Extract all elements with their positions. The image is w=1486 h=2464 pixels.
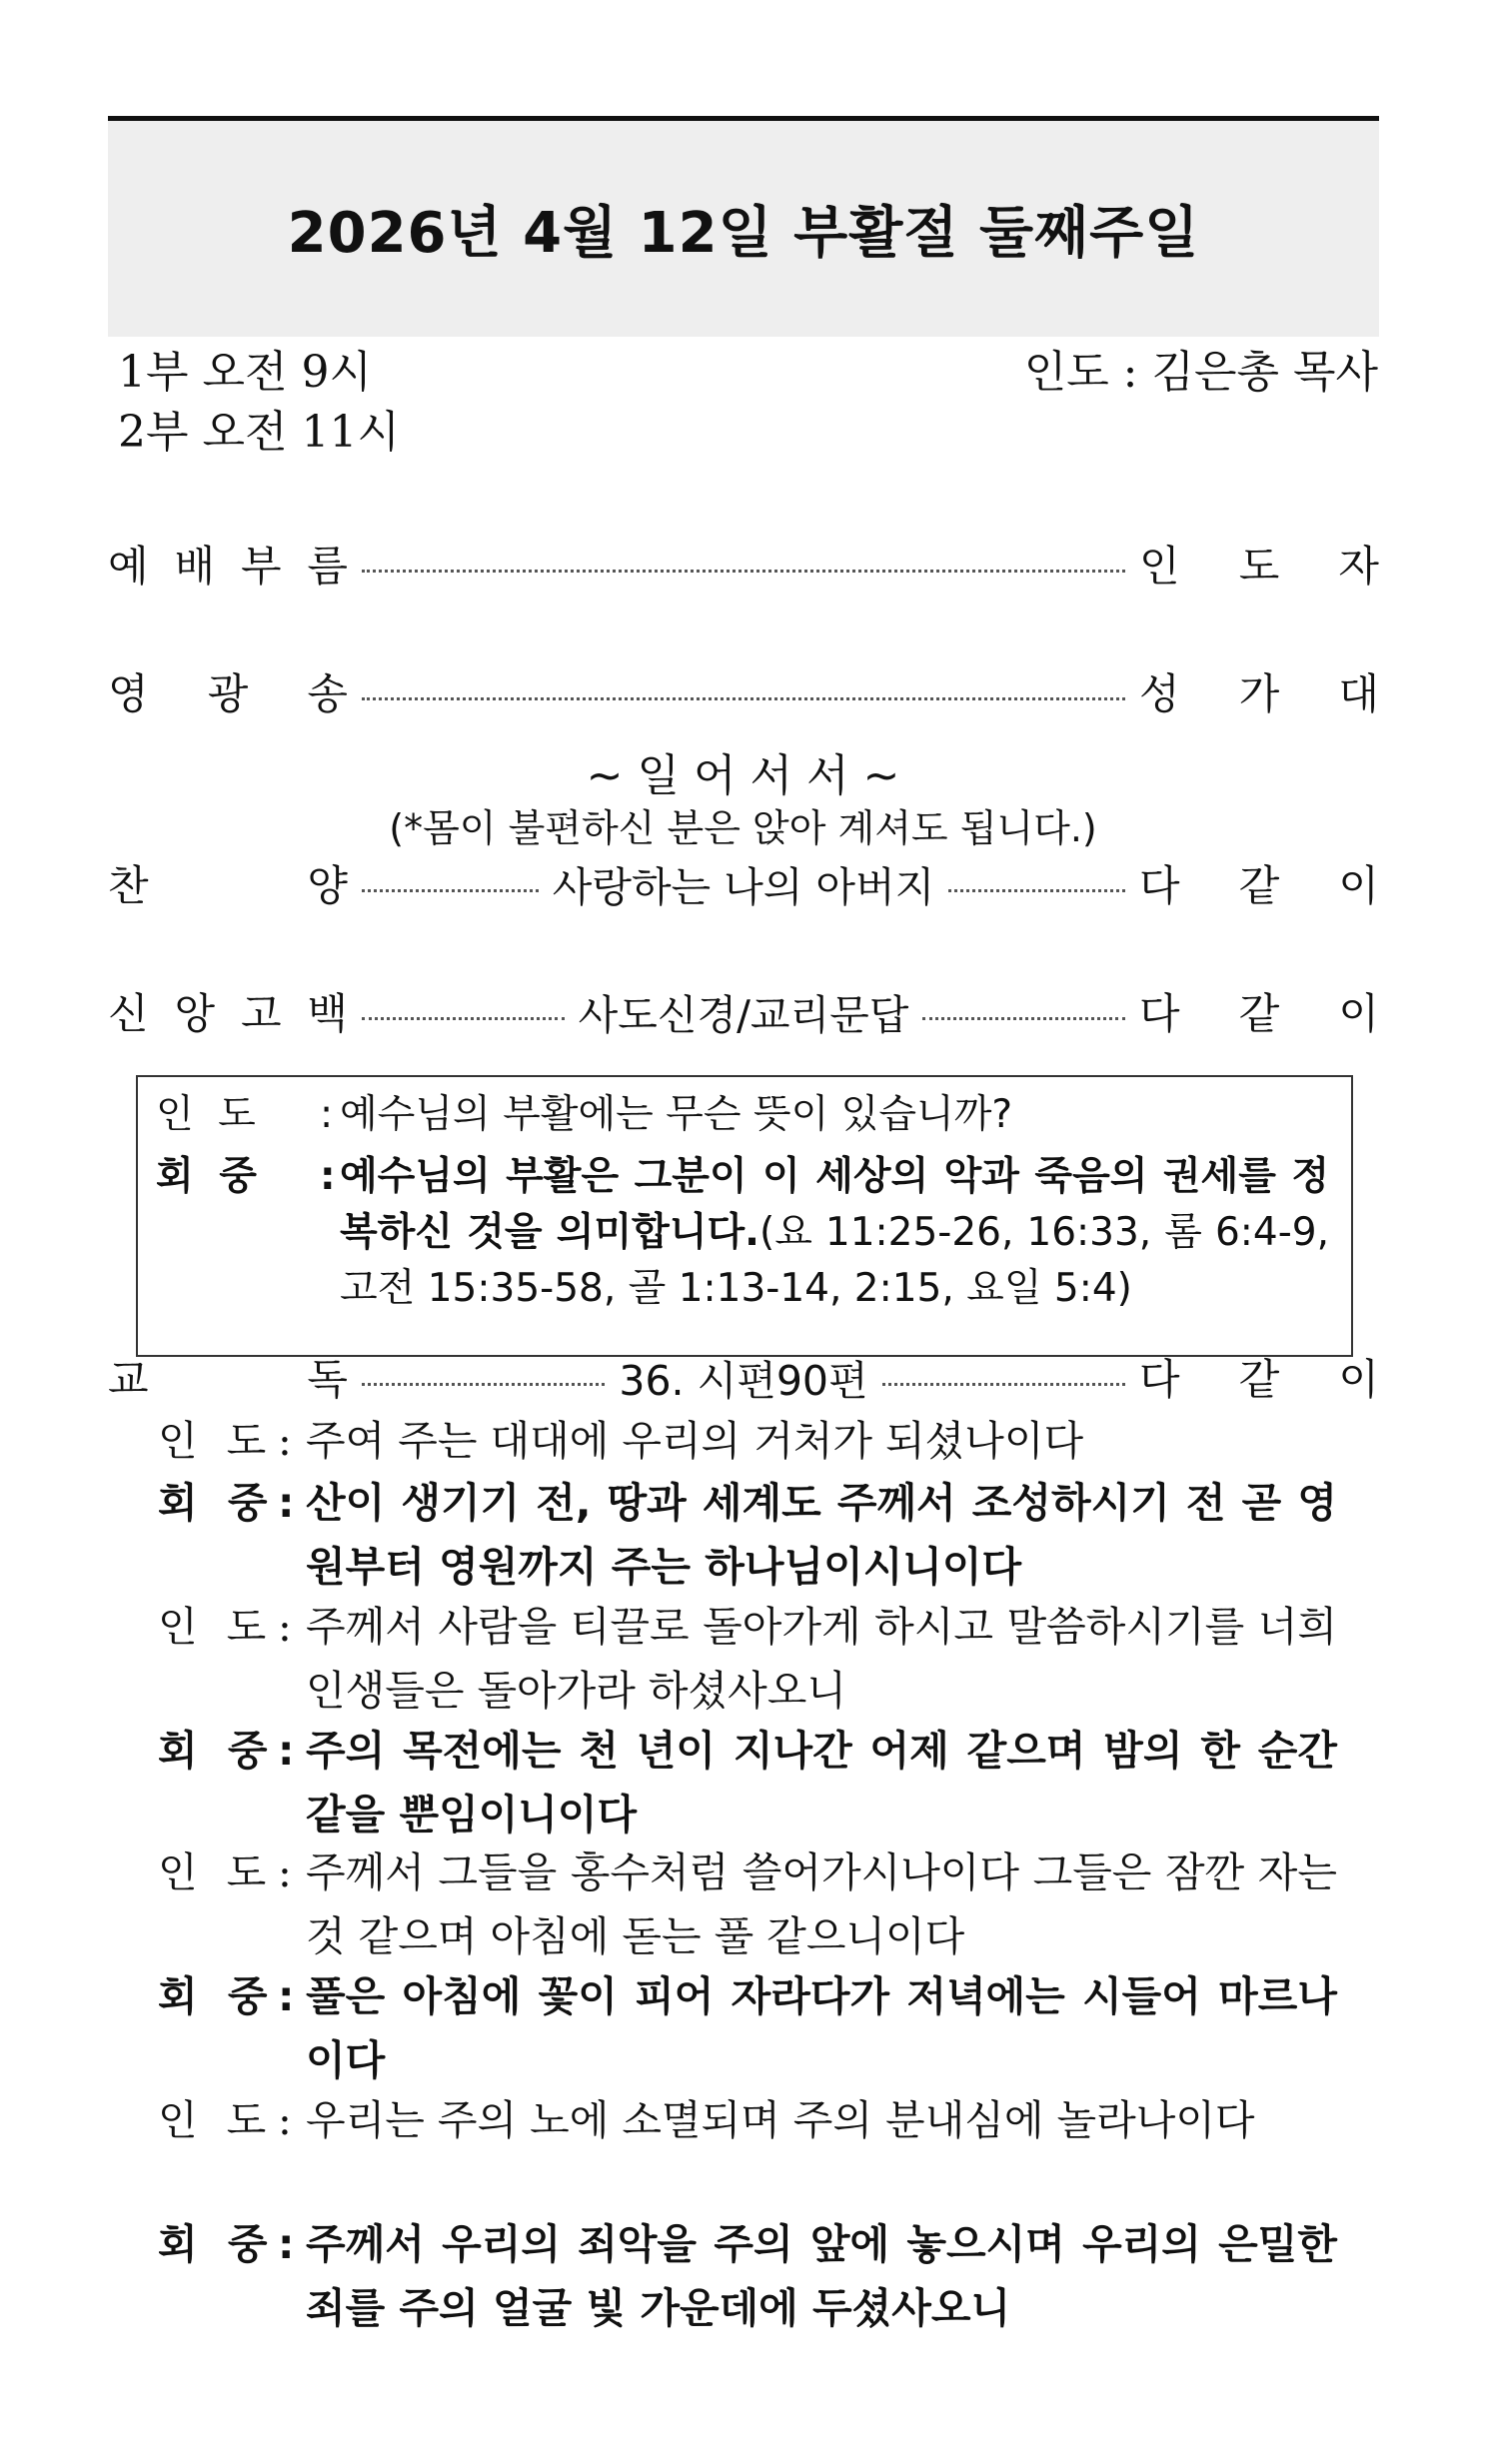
- page-title: 2026년 4월 12일 부활절 둘째주일: [287, 201, 1200, 266]
- reading-line: 인 도 : 주께서 그들을 홍수처럼 쓸어가시나이다 그들은 잠깐 자는 것 같으며 아침에 돋는 풀 같으니이다: [158, 1841, 1337, 1968]
- dot-leader: [362, 570, 1125, 573]
- order-item-label: 신 앙 고 백: [108, 989, 348, 1038]
- speaker-label: 인 도: [158, 1603, 275, 1651]
- dot-leader: [362, 1383, 605, 1386]
- order-item-responsible: 인 도 자: [1139, 542, 1379, 591]
- order-item-responsible: 다 같 이: [1139, 1355, 1379, 1404]
- order-item: [108, 659, 1379, 723]
- reading-line: 인 도 : 주께서 사람을 티끌로 돌아가게 하시고 말씀하시기를 너희 인생들은 돌아가라 하셨사오니: [158, 1595, 1337, 1723]
- catechism-answer: 회 중 : 예수님의 부활은 그분이 이 세상의 악과 죽음의 권세를 정복하신 것을 의미합니다.(요 11:25-26, 16:33, 롬 6:4-9, 고전 15:35-58, 골 1:13-14, 2:15, 요일 5:4): [156, 1149, 1335, 1317]
- reading-text: 풀은 아침에 꽃이 피어 자라다가 저녁에는 시들어 마르나이다: [306, 1972, 1337, 2084]
- reading-text: 주께서 사람을 티끌로 돌아가게 하시고 말씀하시기를 너희 인생들은 돌아가라 하셨사오니: [306, 1603, 1337, 1715]
- speaker-label: 회 중: [158, 1479, 276, 1527]
- reading-text: 우리는 주의 노에 소멸되며 주의 분내심에 놀라나이다: [306, 2096, 1255, 2144]
- order-item: [108, 979, 1379, 1043]
- reading-line: 인 도 : 우리는 주의 노에 소멸되며 주의 분내심에 놀라나이다: [158, 2088, 1337, 2152]
- reading-text: 산이 생기기 전, 땅과 세계도 주께서 조성하시기 전 곧 영원부터 영원까지 주는 하나님이시니이다: [306, 1479, 1337, 1591]
- service-leader: 인도 : 김은총 목사: [1023, 347, 1378, 398]
- order-item: [108, 851, 1379, 915]
- stand-note: (*몸이 불편하신 분은 앉아 계셔도 됩니다.): [389, 806, 1097, 850]
- speaker-label: 인 도: [158, 1848, 275, 1896]
- speaker-label: 회 중: [156, 1154, 263, 1199]
- order-item-responsible: 다 같 이: [1139, 989, 1379, 1038]
- title-banner: [108, 116, 1379, 337]
- speaker-label: 인 도: [158, 2096, 275, 2144]
- dot-leader: [362, 697, 1125, 700]
- stand-notice: ~ 일 어 서 서 ~: [586, 750, 900, 801]
- reading-text: 주께서 우리의 죄악을 주의 앞에 놓으시며 우리의 은밀한 죄를 주의 얼굴 빛 가운데에 두셨사오니: [306, 2220, 1337, 2332]
- order-item-label: 영 광 송: [108, 669, 348, 718]
- dot-leader: [882, 1383, 1125, 1386]
- order-item-responsible: 성 가 대: [1139, 669, 1379, 718]
- order-item-content: 36. 시편90편: [619, 1356, 868, 1405]
- order-item-responsible: 다 같 이: [1139, 861, 1379, 910]
- reading-text: 주의 목전에는 천 년이 지나간 어제 같으며 밤의 한 순간 같을 뿐임이니이다: [306, 1727, 1337, 1839]
- order-item-label: 교 독: [108, 1355, 348, 1404]
- catechism-question: 인 도 : 예수님의 부활에는 무슨 뜻이 있습니까?: [156, 1087, 1335, 1143]
- order-item-label: 예 배 부 름: [108, 542, 348, 591]
- reading-text: 주여 주는 대대에 우리의 거처가 되셨나이다: [306, 1417, 1084, 1465]
- order-item-label: 찬 양: [108, 861, 348, 910]
- speaker-label: 회 중: [158, 2220, 276, 2268]
- order-item-content: 사도신경/교리문답: [578, 990, 909, 1039]
- dot-leader: [362, 1017, 565, 1020]
- question-text: 예수님의 부활에는 무슨 뜻이 있습니까?: [340, 1092, 1013, 1137]
- speaker-label: 회 중: [158, 1972, 276, 2020]
- dot-leader: [362, 889, 539, 892]
- catechism-box: [136, 1075, 1353, 1357]
- order-item-content: 사랑하는 나의 아버지: [552, 862, 935, 911]
- reading-text: 주께서 그들을 홍수처럼 쓸어가시나이다 그들은 잠깐 자는 것 같으며 아침에 돋는 풀 같으니이다: [306, 1848, 1337, 1960]
- reading-line: 회 중 : 주께서 우리의 죄악을 주의 앞에 놓으시며 우리의 은밀한 죄를 주의 얼굴 빛 가운데에 두셨사오니: [158, 2212, 1337, 2340]
- reading-line: 회 중 : 산이 생기기 전, 땅과 세계도 주께서 조성하시기 전 곧 영원부터 영원까지 주는 하나님이시니이다: [158, 1471, 1337, 1599]
- dot-leader: [922, 1017, 1125, 1020]
- answer-references: (요 11:25-26, 16:33, 롬 6:4-9, 고전 15:35-58, 골 1:13-14, 2:15, 요일 5:4): [340, 1210, 1329, 1311]
- speaker-label: 회 중: [158, 1727, 276, 1775]
- order-item: [108, 532, 1379, 596]
- reading-line: 회 중 : 풀은 아침에 꽃이 피어 자라다가 저녁에는 시들어 마르나이다: [158, 1964, 1337, 2092]
- reading-line: 회 중 : 주의 목전에는 천 년이 지나간 어제 같으며 밤의 한 순간 같을 뿐임이니이다: [158, 1719, 1337, 1847]
- speaker-label: 인 도: [156, 1092, 262, 1137]
- speaker-label: 인 도: [158, 1417, 275, 1465]
- reading-line: 인 도 : 주여 주는 대대에 우리의 거처가 되셨나이다: [158, 1409, 1337, 1473]
- service-time-second: 2부 오전 11시: [118, 407, 400, 458]
- dot-leader: [948, 889, 1125, 892]
- service-time-first: 1부 오전 9시: [118, 347, 372, 398]
- answer-text: 예수님의 부활은 그분이 이 세상의 악과 죽음의 권세를 정복하신 것을 의미합니다.: [340, 1154, 1329, 1255]
